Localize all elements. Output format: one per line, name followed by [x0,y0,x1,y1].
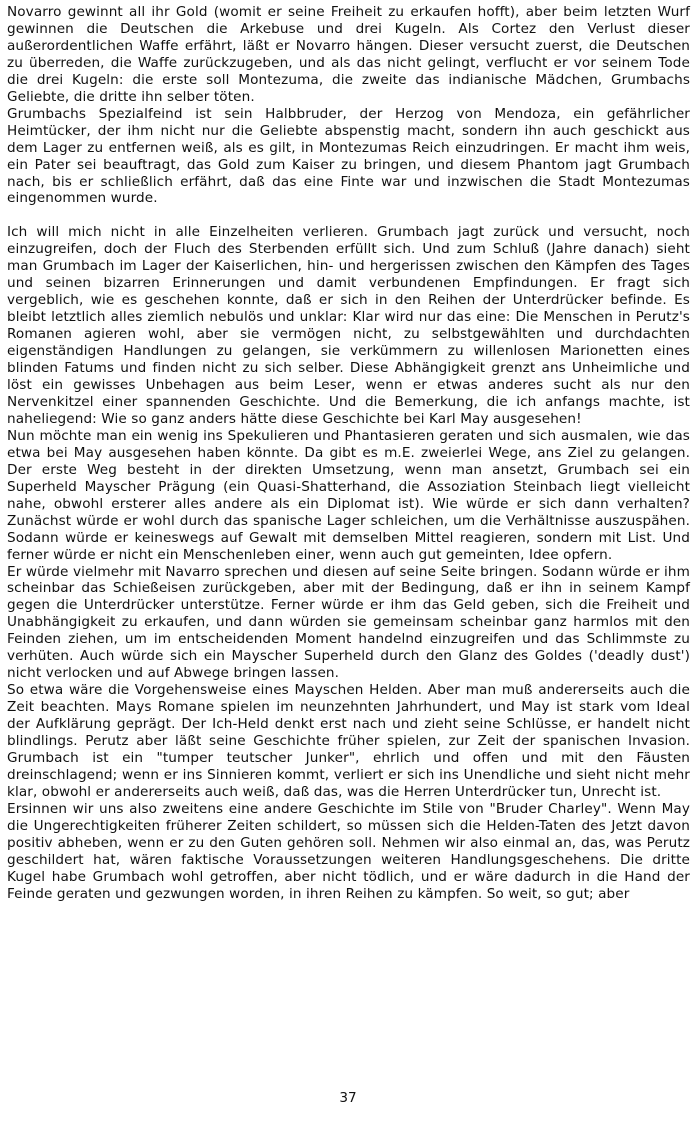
paragraph-bruder-charley: Ersinnen wir uns also zweitens eine andere Geschichte im Stile von "Bruder Charley". Wenn May die Ungerechtigkeiten früherer Zeiten schildert, so müssen sich die Helden-Taten des Jetzt davon positiv abheben, wenn er zu den Guten gehören soll. Nehmen wir also einmal an, das, was Perutz geschildert hat, wären faktische Voraussetzungen weiteren Handlungsgeschehens. Die dritte Kugel habe Grumbach wohl getroffen, aber nicht tödlich, und er wäre dadurch in die Hand der Feinde geraten und gezwungen worden, in ihren Reihen zu kämpfen. So weit, so gut; aber [7,800,690,902]
paragraph-may-hero: So etwa wäre die Vorgehensweise eines Mayschen Helden. Aber man muß andererseits auch die Zeit beachten. Mays Romane spielen im neunzehnten Jahrhundert, und May ist stark vom Ideal der Aufklärung geprägt. Der Ich-Held denkt erst nach und zieht seine Schlüsse, er handelt nicht blindlings. Perutz aber läßt seine Geschichte früher spielen, zur Zeit der spanischen Invasion. Grumbach ist ein "tumper teutscher Junker", ehrlich und offen und mit den Fäusten dreinschlagend; wenn er ins Sinnieren kommt, verliert er sich ins Unendliche und sieht nicht mehr klar, obwohl er andererseits auch weiß, daß das, was die Herren Unterdrücker tun, Unrecht ist. [7,682,690,800]
paragraph-spacer [7,207,690,224]
page-number: 37 [339,1090,357,1106]
paragraph-speculation: Nun möchte man ein wenig ins Spekulieren und Phantasieren geraten und sich ausmalen, wie das etwa bei May ausgesehen haben könnte. Da gibt es m.E. zweierlei Wege, ans Ziel zu gelangen. Der erste Weg besteht in der direkten Umsetzung, wenn man ansetzt, Grumbach sei ein Superheld Mayscher Prägung (ein Quasi-Shatterhand, die Assoziation Steinbach liegt vielleicht nahe, obwohl ersterer alles andere als ein Diplomat ist). Wie würde er sich dann verhalten? Zunächst würde er wohl durch das spanische Lager schleichen, um die Verhältnisse auszuspähen. Sodann würde er keineswegs auf Gewalt mit demselben Mittel reagieren, sondern mit List. Und ferner würde er nicht ein Menschenleben einer, wenn auch gut gemeinten, Idee opfern. [7,427,690,563]
paragraph-grumbach-enemy: Grumbachs Spezialfeind ist sein Halbbruder, der Herzog von Mendoza, ein gefährlicher Heimtücker, der ihm nicht nur die Geliebte abspenstig macht, sondern ihn auch geschickt aus dem Lager zu entfernen weiß, als es gilt, in Montezumas Reich einzudringen. Er macht ihm weis, ein Pater sei beauftragt, das Gold zum Kaiser zu bringen, und diesem Phantom jagt Grumbach nach, bis er schließlich erfährt, daß das eine Finte war und inzwischen die Stadt Montezumas eingenommen wurde. [7,105,690,207]
paragraph-navarro-plan: Er würde vielmehr mit Navarro sprechen und diesen auf seine Seite bringen. Sodann würde er ihm scheinbar das Schießeisen zurückgeben, aber mit der Bedingung, daß er ihn in seinem Kampf gegen die Unterdrücker unterstütze. Ferner würde er ihm das Geld geben, sich die Freiheit und Unabhängigkeit zu erkaufen, und dann würden sie gemeinsam scheinbar ganz harmlos mit den Feinden ziehen, um im entscheidenden Moment handelnd einzugreifen und das Schlimmste zu verhüten. Auch würde sich ein Mayscher Superheld durch den Glanz des Goldes ('deadly dust') nicht verlocken und auf Abwege bringen lassen. [7,563,690,682]
book-page-text [7,4,690,903]
paragraph-novarro-gold: Novarro gewinnt all ihr Gold (womit er seine Freiheit zu erkaufen hofft), aber beim letzten Wurf gewinnen die Deutschen die Arkebuse und drei Kugeln. Als Cortez den Verlust dieser außerordentlichen Waffe erfährt, läßt er Novarro hängen. Dieser versucht zuerst, die Deutschen zu überreden, die Waffe zurückzugeben, und als das nicht gelingt, verflucht er vor seinem Tode die drei Kugeln: die erste soll Montezuma, die zweite das indianische Mädchen, Grumbachs Geliebte, die dritte ihn selber töten. [7,4,690,105]
paragraph-details: Ich will mich nicht in alle Einzelheiten verlieren. Grumbach jagt zurück und versucht, noch einzugreifen, doch der Fluch des Sterbenden erfüllt sich. Und zum Schluß (Jahre danach) sieht man Grumbach im Lager der Kaiserlichen, hin- und hergerissen zwischen den Kämpfen des Tages und seinen bizarren Erinnerungen und damit verbundenen Empfindungen. Er fragt sich vergeblich, wie es geschehen konnte, daß er sich in den Reihen der Unterdrücker befinde. Es bleibt letztlich alles ziemlich nebulös und unklar: Klar wird nur das eine: Die Menschen in Perutz's Romanen agieren wohl, aber sie vermögen nicht, zu selbstgewählten und durchdachten eigenständigen Handlungen zu gelangen, sie verkümmern zu willenlosen Marionetten eines blinden Fatums und finden nicht zu sich selber. Diese Abhängigkeit grenzt ans Unheimliche und löst ein gewisses Unbehagen aus beim Leser, wenn er etwas anderes sucht als nur den Nervenkitzel einer spannenden Geschichte. Und die Bemerkung, die ich anfangs machte, ist naheliegend: Wie so ganz anders hätte diese Geschichte bei Karl May ausgesehen! [7,224,690,427]
